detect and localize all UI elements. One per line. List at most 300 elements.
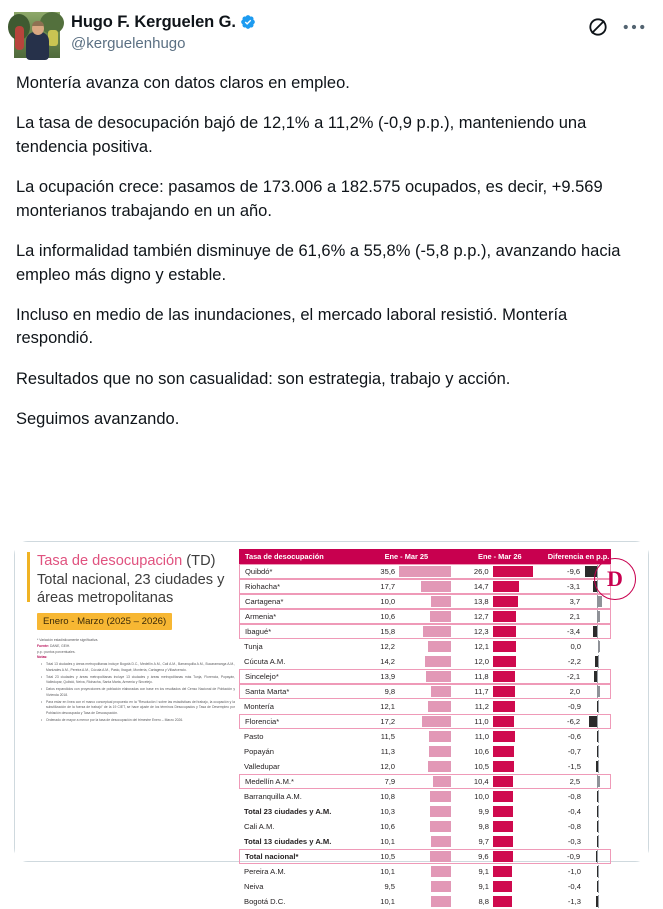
cell-value-difference: -6,2: [567, 717, 581, 726]
display-name-line: [71, 13, 256, 32]
cell-city: Sincelejo*: [245, 672, 279, 681]
bar-difference: [584, 684, 610, 699]
bar-difference: [585, 699, 611, 714]
footnote-significance: * Variación estadísticamente significativa.: [37, 638, 99, 643]
bar-difference: [585, 834, 611, 849]
header-actions: [587, 12, 649, 38]
cell-value-2026: 13,8: [473, 597, 489, 606]
bar-2026: [493, 609, 545, 624]
cell-value-2026: 9,8: [478, 822, 489, 831]
bar-2025: [399, 879, 451, 894]
cell-value-2025: 11,5: [380, 732, 395, 741]
bar-2026: [493, 759, 545, 774]
bar-fill-2026: [493, 881, 512, 892]
unemployment-table: [239, 549, 611, 909]
chart-title-sub: Total nacional, 23 ciudades y áreas metropolitanas: [37, 571, 225, 607]
bar-fill-2026: [493, 836, 513, 847]
cell-value-2026: 11,2: [474, 702, 489, 711]
bar-fill-2026: [493, 686, 515, 697]
cell-city: Riohacha*: [245, 582, 281, 591]
bar-fill-2025: [430, 851, 451, 862]
cell-value-difference: -9,6: [567, 567, 581, 576]
bar-fill-difference: [597, 596, 602, 607]
cell-city: Valledupar: [244, 762, 280, 771]
bar-fill-2026: [493, 746, 514, 757]
bar-fill-2026: [493, 641, 516, 652]
zero-axis-line: [598, 865, 599, 878]
cell-city: Total 23 ciudades y A.M.: [244, 807, 332, 816]
cell-value-2025: 12,2: [380, 642, 395, 651]
cell-value-2026: 11,0: [474, 717, 489, 726]
bar-2025: [399, 654, 451, 669]
bar-fill-2026: [493, 821, 513, 832]
bar-fill-2026: [493, 716, 515, 727]
bar-2025: [399, 714, 451, 729]
footnote-item: • Ordenado de mayor a menor por la tasa de desocupación del trimestre Enero – Marzo 2026.: [42, 718, 235, 724]
cell-value-2026: 12,7: [473, 612, 489, 621]
cell-value-2025: 10,8: [380, 792, 395, 801]
bar-difference: [584, 714, 610, 729]
cell-value-2025: 35,6: [380, 567, 396, 576]
bar-difference: [585, 864, 611, 879]
bar-2025: [399, 564, 451, 579]
bar-2025: [399, 819, 451, 834]
cell-value-2025: 13,9: [380, 672, 396, 681]
bar-fill-2026: [493, 761, 514, 772]
bar-difference: [585, 744, 611, 759]
bar-2025: [399, 834, 451, 849]
cell-value-difference: -2,1: [567, 672, 581, 681]
cell-value-2026: 10,6: [474, 747, 489, 756]
cell-value-2025: 12,0: [380, 762, 395, 771]
bar-fill-difference: [595, 656, 598, 667]
bar-fill-difference: [597, 821, 599, 832]
bar-difference: [584, 774, 610, 789]
bar-fill-2025: [429, 731, 451, 742]
bar-fill-difference: [594, 671, 597, 682]
cell-value-2025: 10,1: [380, 897, 395, 906]
cell-value-2025: 9,5: [384, 882, 395, 891]
cell-city: Barranquilla A.M.: [244, 792, 302, 801]
bar-2025: [399, 894, 451, 909]
bar-2025: [399, 684, 451, 699]
table-row: [239, 669, 611, 684]
cell-value-2025: 9,8: [384, 687, 396, 696]
zero-axis-line: [597, 670, 598, 683]
avatar-person-yellow: [48, 30, 58, 46]
bar-2026: [493, 669, 545, 684]
bar-2025: [399, 594, 451, 609]
bar-fill-2026: [493, 896, 512, 907]
table-row: [239, 774, 611, 789]
table-row: [239, 684, 611, 699]
cell-value-2026: 11,0: [474, 732, 489, 741]
zero-axis-line: [598, 790, 599, 803]
bar-2026: [493, 849, 545, 864]
table-row: [239, 654, 611, 669]
bar-difference: [585, 819, 611, 834]
bar-2025: [399, 579, 451, 594]
bar-fill-2025: [399, 566, 451, 577]
bar-2025: [399, 864, 451, 879]
column-header-difference: Diferencia en p.p.: [547, 552, 610, 561]
table-row: [239, 789, 611, 804]
dane-logo-icon: [594, 558, 636, 600]
bar-fill-difference: [597, 611, 600, 622]
zero-axis-line: [598, 655, 599, 668]
table-row: [239, 894, 611, 909]
tweet-media-card[interactable]: [14, 541, 649, 906]
bar-2025: [399, 774, 451, 789]
cell-value-difference: -3,1: [567, 582, 581, 591]
footnote-pp: p.p.: puntos porcentuales.: [37, 649, 76, 654]
cell-city: Armenia*: [245, 612, 277, 621]
bar-fill-difference: [597, 731, 599, 742]
footnote-item: • Total 23 ciudades y áreas metropolitanas incluye 13 ciudades y áreas metropolitanas más Tunja, Florencia, Popayán, Valledupar, Quibdó, Neiva, Riohacha, Santa Marta, Armenia y Sincelejo.: [42, 675, 235, 687]
cell-value-difference: 2,5: [569, 777, 581, 786]
bar-fill-2026: [493, 701, 515, 712]
cell-value-2025: 10,6: [380, 612, 396, 621]
bar-fill-difference: [597, 866, 599, 877]
cell-value-2025: 12,1: [380, 702, 395, 711]
table-body: [239, 564, 611, 909]
bar-fill-2025: [430, 791, 451, 802]
bar-fill-2026: [493, 806, 513, 817]
table-row: [239, 699, 611, 714]
bar-fill-2025: [431, 896, 451, 907]
avatar[interactable]: [14, 12, 60, 58]
bar-2025: [399, 624, 451, 639]
table-row: [239, 834, 611, 849]
cell-value-2026: 10,4: [473, 777, 489, 786]
bar-fill-2025: [423, 626, 451, 637]
bar-difference: [585, 639, 611, 654]
bar-fill-2026: [493, 671, 516, 682]
bar-fill-2025: [430, 821, 451, 832]
bar-fill-2025: [430, 806, 451, 817]
cell-value-2026: 12,3: [473, 627, 489, 636]
avatar-person-red: [15, 26, 24, 50]
table-row: [239, 639, 611, 654]
table-row: [239, 759, 611, 774]
bar-difference: [585, 729, 611, 744]
zero-axis-line: [598, 820, 599, 833]
author-names: [71, 12, 256, 52]
zero-axis-line: [597, 715, 598, 728]
cell-value-2026: 9,1: [478, 867, 489, 876]
table-row: [239, 849, 611, 864]
cell-value-difference: 3,7: [569, 597, 581, 606]
bar-2025: [399, 699, 451, 714]
bar-fill-difference: [597, 686, 600, 697]
cell-value-difference: -0,4: [567, 807, 581, 816]
table-row: [239, 609, 611, 624]
cell-value-difference: -0,9: [567, 852, 581, 861]
footnote-notes-label: Notas:: [37, 655, 48, 660]
bar-fill-2025: [429, 746, 451, 757]
table-row: [239, 864, 611, 879]
bar-difference: [585, 894, 611, 909]
cell-city: Tunja: [244, 642, 263, 651]
cell-city: Total nacional*: [245, 852, 299, 861]
bar-2026: [493, 894, 545, 909]
bar-2026: [493, 699, 545, 714]
cell-city: Santa Marta*: [245, 687, 290, 696]
bar-fill-difference: [596, 896, 598, 907]
cell-value-2025: 10,6: [380, 822, 395, 831]
bar-difference: [584, 849, 610, 864]
bar-difference: [585, 654, 611, 669]
grok-icon[interactable]: [587, 16, 609, 38]
bar-fill-difference: [597, 746, 599, 757]
bar-2026: [493, 774, 545, 789]
bar-2026: [493, 639, 545, 654]
tweet-paragraph: Montería avanza con datos claros en empleo.: [16, 74, 350, 92]
cell-city: Bogotá D.C.: [244, 897, 286, 906]
cell-value-difference: 0,0: [570, 642, 581, 651]
table-row: [239, 579, 611, 594]
cell-value-2025: 10,1: [380, 867, 395, 876]
display-name[interactable]: Hugo F. Kerguelen G.: [71, 13, 236, 31]
bar-fill-2026: [493, 791, 513, 802]
bar-2026: [493, 789, 545, 804]
cell-value-difference: -1,0: [567, 867, 581, 876]
bar-fill-2026: [493, 566, 533, 577]
cell-value-difference: -1,5: [567, 762, 581, 771]
bar-2026: [493, 744, 545, 759]
cell-value-difference: 2,0: [569, 687, 581, 696]
footnote-item: • Total 13 ciudades y áreas metropolitanas incluye Bogotá D.C., Medellín A.M., Cali A.M., Barranquilla A.M., Bucaramanga A.M., Manizales A.M., Pereira A.M., Cúcuta A.M., Pasto, Ibagué, Montería, Cartagena y Villavicencio.: [42, 662, 235, 674]
chart-left-panel: [15, 542, 239, 861]
bar-fill-2026: [493, 731, 515, 742]
cell-value-difference: -0,3: [567, 837, 581, 846]
bar-2026: [493, 804, 545, 819]
bar-fill-2025: [428, 641, 451, 652]
bar-fill-difference: [597, 701, 599, 712]
chart-period-badge: Enero - Marzo (2025 – 2026): [37, 613, 172, 630]
zero-axis-line: [597, 850, 598, 863]
bar-2026: [493, 819, 545, 834]
footnote-item: • Datos expandidos con proyecciones de población elaboradas con base en los resultados del Censo Nacional de Población y Vivienda 2018.: [42, 687, 235, 699]
bar-fill-2025: [431, 686, 451, 697]
cell-value-difference: -1,3: [567, 897, 581, 906]
table-row: [239, 819, 611, 834]
cell-value-difference: -0,4: [567, 882, 581, 891]
bar-fill-difference: [596, 851, 598, 862]
bar-2026: [493, 834, 545, 849]
cell-city: Neiva: [244, 882, 264, 891]
cell-value-2025: 14,2: [380, 657, 395, 666]
cell-value-difference: -0,8: [567, 792, 581, 801]
footnote-source-label: Fuente:: [37, 643, 50, 648]
cell-city: Pereira A.M.: [244, 867, 286, 876]
bar-fill-2025: [430, 611, 451, 622]
table-header-row: [239, 549, 611, 564]
bar-fill-2025: [433, 776, 451, 787]
bar-2025: [399, 759, 451, 774]
bar-fill-2025: [431, 596, 451, 607]
bar-2026: [493, 729, 545, 744]
cell-value-2026: 10,0: [474, 792, 489, 801]
table-row: [239, 744, 611, 759]
bar-2025: [399, 789, 451, 804]
chart-title-main: Tasa de desocupación: [37, 553, 183, 569]
cell-value-difference: -0,8: [567, 822, 581, 831]
bar-fill-2025: [426, 671, 451, 682]
bar-fill-2026: [493, 656, 516, 667]
avatar-person-torso: [26, 32, 49, 60]
bar-2026: [493, 714, 545, 729]
bar-2026: [493, 564, 545, 579]
cell-value-2025: 10,1: [380, 837, 395, 846]
bar-fill-2026: [493, 596, 518, 607]
bar-fill-2026: [493, 866, 512, 877]
cell-value-2025: 17,7: [380, 582, 396, 591]
cell-city: Medellín A.M.*: [245, 777, 294, 786]
cell-value-difference: -0,9: [567, 702, 581, 711]
bar-fill-2025: [428, 701, 451, 712]
more-options-icon[interactable]: [623, 24, 645, 30]
column-header-2026: Ene - Mar 26: [478, 552, 522, 561]
zero-axis-line: [597, 625, 598, 638]
bar-fill-difference: [597, 836, 599, 847]
cell-value-2025: 10,3: [380, 807, 395, 816]
tweet-paragraph: La ocupación crece: pasamos de 173.006 a 182.575 ocupados, es decir, +9.569 monterianos trabajando en un año.: [16, 178, 603, 220]
cell-value-2026: 12,0: [474, 657, 489, 666]
cell-value-2025: 7,9: [384, 777, 396, 786]
user-handle[interactable]: @kerguelenhugo: [71, 34, 186, 52]
footnote-list: [37, 662, 235, 724]
tweet-text: [0, 58, 663, 432]
bar-difference: [585, 879, 611, 894]
bar-2026: [493, 879, 545, 894]
dane-logo-letter: D: [607, 566, 623, 591]
table-row: [239, 729, 611, 744]
bar-fill-2025: [422, 716, 451, 727]
bar-difference: [584, 624, 610, 639]
bar-difference: [585, 804, 611, 819]
cell-value-2025: 15,8: [380, 627, 396, 636]
cell-value-2026: 11,8: [474, 672, 489, 681]
cell-city: Cartagena*: [245, 597, 284, 606]
tweet-paragraph: La tasa de desocupación bajó de 12,1% a 11,2% (-0,9 p.p.), manteniendo una tendencia positiva.: [16, 114, 587, 156]
bar-fill-2026: [493, 611, 517, 622]
cell-value-2025: 10,0: [380, 597, 396, 606]
column-header-city: Tasa de desocupación: [245, 552, 324, 561]
cell-value-2025: 17,2: [380, 717, 396, 726]
bar-fill-difference: [593, 626, 597, 637]
bar-fill-2025: [431, 866, 451, 877]
bar-2026: [493, 864, 545, 879]
chart-title: [37, 550, 233, 608]
chart-image: [15, 542, 648, 906]
cell-value-2026: 9,6: [478, 852, 489, 861]
cell-city: Cúcuta A.M.: [244, 657, 286, 666]
bar-fill-2025: [428, 761, 451, 772]
table-row: [239, 879, 611, 894]
cell-value-2026: 9,9: [478, 807, 489, 816]
cell-city: Quibdó*: [245, 567, 273, 576]
bar-2025: [399, 729, 451, 744]
bar-difference: [584, 669, 610, 684]
bar-difference: [585, 759, 611, 774]
zero-axis-line: [598, 745, 599, 758]
bar-fill-difference: [597, 776, 600, 787]
bar-2026: [493, 684, 545, 699]
cell-value-2026: 10,5: [474, 762, 489, 771]
table-row: [239, 714, 611, 729]
zero-axis-line: [598, 760, 599, 773]
footnote-item: • Para estar en línea con el marco conceptual propuesto en la "Resolución I sobre las estadísticas del trabajo, la ocupación y la subutilización de la fuerza de trabajo" de la 19 CIET, se hace ajuste de los términos Desocupados y Tasa de Desempleo por Población desocupada y Tasa de Desocupación.: [42, 700, 235, 717]
tweet-paragraph: Seguimos avanzando.: [16, 410, 180, 429]
cell-value-difference: 2,1: [569, 612, 581, 621]
bar-2025: [399, 744, 451, 759]
cell-city: Montería: [244, 702, 274, 711]
bar-difference: [584, 609, 610, 624]
tweet-paragraph: Resultados que no son casualidad: son estrategia, trabajo y acción.: [16, 369, 511, 388]
bar-fill-difference: [597, 806, 599, 817]
bar-fill-2026: [493, 626, 516, 637]
zero-axis-line: [598, 730, 599, 743]
cell-city: Popayán: [244, 747, 274, 756]
bar-2025: [399, 669, 451, 684]
bar-fill-2025: [431, 881, 451, 892]
cell-value-2025: 10,5: [380, 852, 396, 861]
tweet-header: [0, 0, 663, 58]
table-row: [239, 594, 611, 609]
cell-value-2025: 11,3: [380, 747, 395, 756]
bar-2025: [399, 609, 451, 624]
cell-city: Ibagué*: [245, 627, 272, 636]
bar-2026: [493, 654, 545, 669]
bar-2025: [399, 639, 451, 654]
cell-city: Cali A.M.: [244, 822, 275, 831]
chart-footnotes: [37, 638, 235, 724]
zero-axis-line: [598, 700, 599, 713]
bar-fill-2025: [431, 836, 451, 847]
tweet-paragraph: La informalidad también disminuye de 61,6% a 55,8% (-5,8 p.p.), avanzando hacia empleo más digno y estable.: [16, 242, 621, 284]
bar-2025: [399, 804, 451, 819]
cell-city: Total 13 ciudades y A.M.: [244, 837, 332, 846]
cell-value-difference: -2,2: [567, 657, 581, 666]
chart-title-paren: (TD): [186, 553, 216, 569]
cell-value-2026: 26,0: [473, 567, 489, 576]
bar-fill-2026: [493, 776, 514, 787]
cell-value-2026: 14,7: [473, 582, 489, 591]
zero-axis-line: [598, 835, 599, 848]
bar-difference: [585, 789, 611, 804]
bar-2026: [493, 579, 545, 594]
avatar-person-hair: [32, 21, 44, 26]
bar-fill-difference: [597, 881, 599, 892]
cell-value-2026: 11,7: [474, 687, 489, 696]
bar-fill-difference: [597, 791, 599, 802]
table-row: [239, 804, 611, 819]
footnote-source-value: DANE, GEIH.: [50, 643, 71, 648]
bar-fill-2026: [493, 851, 513, 862]
cell-value-2026: 9,7: [478, 837, 489, 846]
bar-fill-2025: [421, 581, 451, 592]
table-row: [239, 564, 611, 579]
bar-fill-2026: [493, 581, 519, 592]
column-header-2025: Ene - Mar 25: [384, 552, 429, 561]
title-accent-bar: [27, 552, 30, 602]
cell-value-difference: -3,4: [567, 627, 581, 636]
zero-axis-line: [598, 895, 599, 908]
bar-2026: [493, 624, 545, 639]
cell-city: Florencia*: [245, 717, 280, 726]
bar-2025: [399, 849, 451, 864]
